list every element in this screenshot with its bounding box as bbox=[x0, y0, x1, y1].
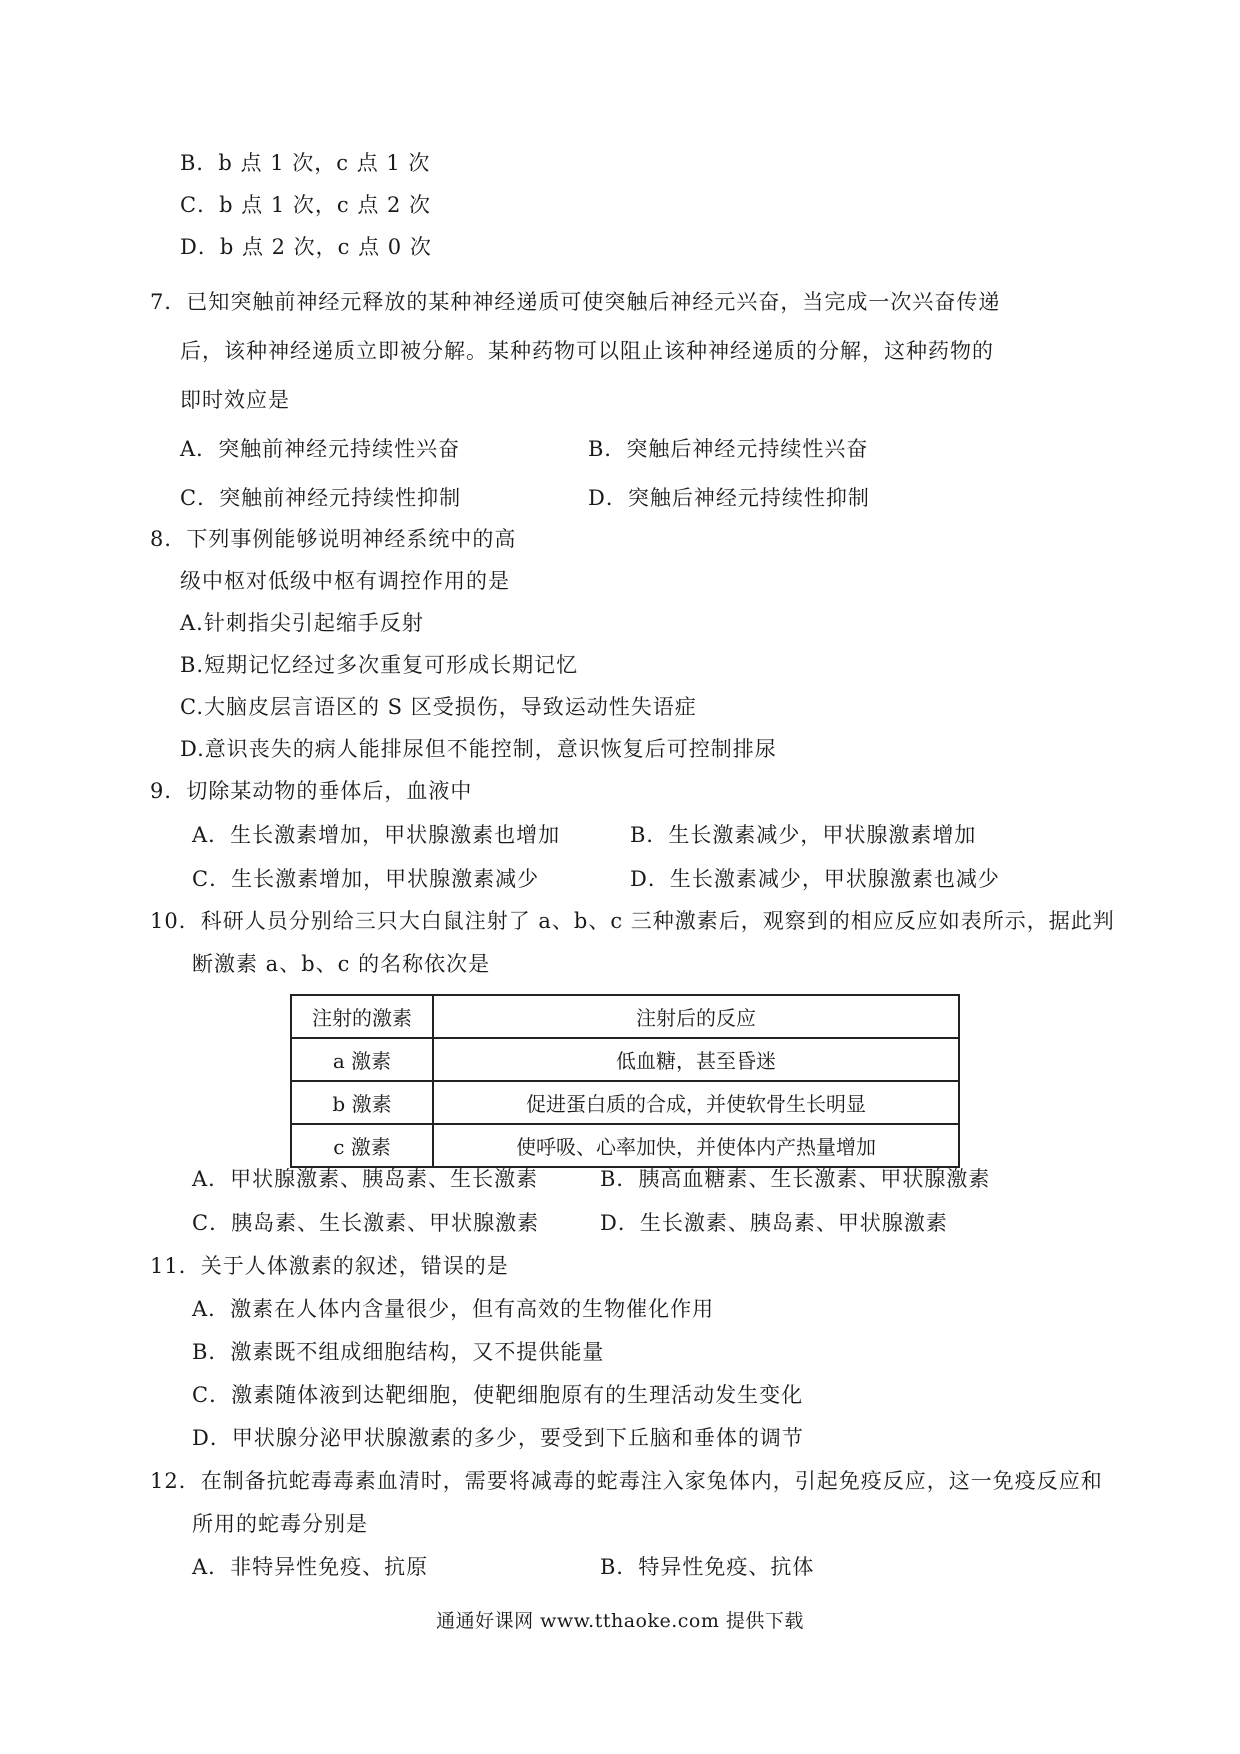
q11-option-d: D．甲状腺分泌甲状腺激素的多少，要受到下丘脑和垂体的调节 bbox=[192, 1426, 804, 1450]
table-row bbox=[291, 1124, 959, 1167]
hormone-reaction-table bbox=[290, 994, 960, 1168]
q8-stem-line-1: 8．下列事例能够说明神经系统中的高 bbox=[150, 527, 517, 551]
q10-option-c: C．胰岛素、生长激素、甲状腺激素 bbox=[192, 1211, 540, 1235]
table-header-hormone: 注射的激素 bbox=[291, 995, 433, 1038]
table-cell: 使呼吸、心率加快，并使体内产热量增加 bbox=[433, 1124, 959, 1167]
q6-option-d: D．b 点 2 次，c 点 0 次 bbox=[180, 235, 432, 259]
q6-option-b: B．b 点 1 次，c 点 1 次 bbox=[180, 151, 431, 175]
q7-stem-line-2: 后，该种神经递质立即被分解。某种药物可以阻止该种神经递质的分解，这种药物的 bbox=[180, 339, 994, 363]
q8-option-b: B.短期记忆经过多次重复可形成长期记忆 bbox=[180, 653, 579, 677]
page-footer: 通通好课网 www.tthaoke.com 提供下载 bbox=[436, 1610, 804, 1632]
table-header-reaction: 注射后的反应 bbox=[433, 995, 959, 1038]
q7-stem-line-1: 7．已知突触前神经元释放的某种神经递质可使突触后神经元兴奋，当完成一次兴奋传递 bbox=[150, 290, 1001, 314]
table-row bbox=[291, 1038, 959, 1081]
q10-option-a: A．甲状腺激素、胰岛素、生长激素 bbox=[192, 1167, 539, 1191]
q7-option-c: C．突触前神经元持续性抑制 bbox=[180, 486, 462, 510]
q9-option-a: A．生长激素增加，甲状腺激素也增加 bbox=[192, 823, 561, 847]
table-header-row bbox=[291, 995, 959, 1038]
q6-option-c: C．b 点 1 次，c 点 2 次 bbox=[180, 193, 432, 217]
table-row bbox=[291, 1081, 959, 1124]
q8-option-c: C.大脑皮层言语区的 S 区受损伤，导致运动性失语症 bbox=[180, 695, 697, 719]
q7-option-b: B．突触后神经元持续性兴奋 bbox=[588, 437, 869, 461]
q7-stem-line-3: 即时效应是 bbox=[180, 388, 290, 412]
q7-option-d: D．突触后神经元持续性抑制 bbox=[588, 486, 870, 510]
q9-stem: 9．切除某动物的垂体后，血液中 bbox=[150, 779, 473, 803]
q10-option-d: D．生长激素、胰岛素、甲状腺激素 bbox=[600, 1211, 948, 1235]
q10-option-b: B．胰高血糖素、生长激素、甲状腺激素 bbox=[600, 1167, 991, 1191]
q8-stem-line-2: 级中枢对低级中枢有调控作用的是 bbox=[180, 569, 510, 593]
table-cell: b 激素 bbox=[291, 1081, 433, 1124]
q11-stem: 11．关于人体激素的叙述，错误的是 bbox=[150, 1254, 509, 1278]
q11-option-c: C．激素随体液到达靶细胞，使靶细胞原有的生理活动发生变化 bbox=[192, 1383, 804, 1407]
q9-option-d: D．生长激素减少，甲状腺激素也减少 bbox=[630, 867, 1000, 891]
q9-option-c: C．生长激素增加，甲状腺激素减少 bbox=[192, 867, 540, 891]
q10-stem-line-1: 10．科研人员分别给三只大白鼠注射了 a、b、c 三种激素后，观察到的相应反应如表所示，据此判 bbox=[150, 909, 1115, 933]
q11-option-a: A．激素在人体内含量很少，但有高效的生物催化作用 bbox=[192, 1297, 715, 1321]
q12-option-a: A．非特异性免疫、抗原 bbox=[192, 1555, 429, 1579]
table-cell: a 激素 bbox=[291, 1038, 433, 1081]
q8-option-d: D.意识丧失的病人能排尿但不能控制，意识恢复后可控制排尿 bbox=[180, 737, 777, 761]
q8-option-a: A.针刺指尖引起缩手反射 bbox=[180, 611, 424, 635]
q7-option-a: A．突触前神经元持续性兴奋 bbox=[180, 437, 461, 461]
table-cell: 低血糖，甚至昏迷 bbox=[433, 1038, 959, 1081]
table-cell: 促进蛋白质的合成，并使软骨生长明显 bbox=[433, 1081, 959, 1124]
q12-stem-line-2: 所用的蛇毒分别是 bbox=[192, 1512, 368, 1536]
table-cell: c 激素 bbox=[291, 1124, 433, 1167]
q10-stem-line-2: 断激素 a、b、c 的名称依次是 bbox=[192, 952, 491, 976]
q12-option-b: B．特异性免疫、抗体 bbox=[600, 1555, 815, 1579]
q9-option-b: B．生长激素减少，甲状腺激素增加 bbox=[630, 823, 977, 847]
q12-stem-line-1: 12．在制备抗蛇毒毒素血清时，需要将减毒的蛇毒注入家兔体内，引起免疫反应，这一免疫反应和 bbox=[150, 1469, 1103, 1493]
q11-option-b: B．激素既不组成细胞结构，又不提供能量 bbox=[192, 1340, 605, 1364]
